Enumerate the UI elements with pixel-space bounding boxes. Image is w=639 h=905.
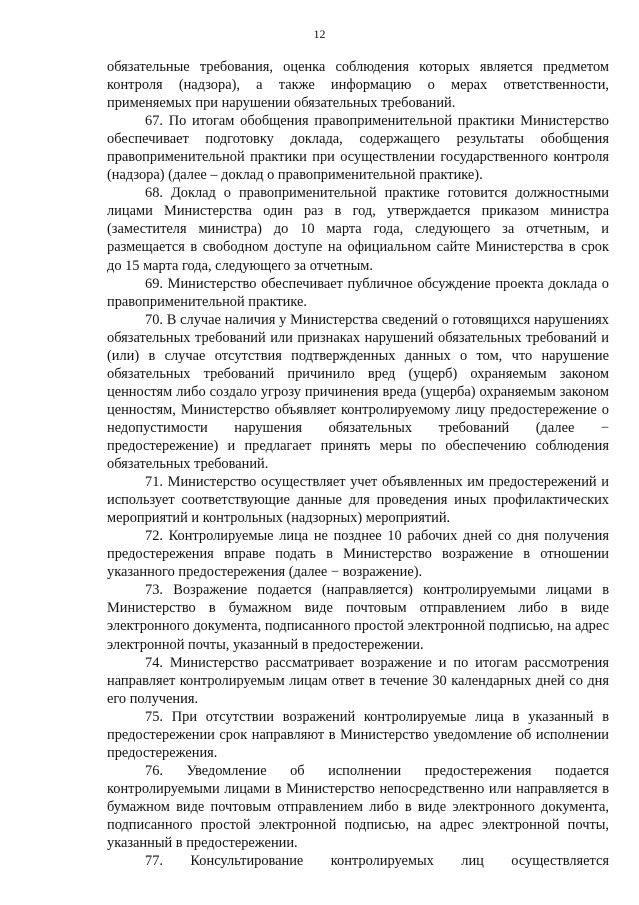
page-number: 12: [313, 27, 326, 41]
paragraph-77: 77. Консультирование контролируемых лиц осуществляется: [145, 853, 609, 870]
paragraph-76: 76. Уведомление об исполнении предостережения подается контролируемыми лицами в Министерство непосредственно или направляется в бумажном виде почтовым отправлением либо в виде электронного документа, подписанного простой электронной подписью, на адрес электронной почты, указанный в предостережении.: [107, 762, 609, 852]
paragraph-71: 71. Министерство осуществляет учет объявленных им предостережений и использует соответствующие данные для проведения иных профилактических мероприятий и контрольных (надзорных) мероприятий.: [107, 474, 609, 527]
paragraph-68: 68. Доклад о правоприменительной практике готовится должностными лицами Министерства один раз в год, утверждается приказом министра (заместителя министра) до 10 марта года, следующего за отчетным, и размещается в свободном доступе на официальном сайте Министерства в срок до 15 марта года, следующего за отчетным.: [107, 185, 609, 274]
paragraph-73: 73. Возражение подается (направляется) контролируемыми лицами в Министерство в бумажном виде почтовым отправлением либо в виде электронного документа, подписанного простой электронной подписью, на адрес электронной почты, указанный в предостережении.: [107, 582, 609, 653]
paragraph-74: 74. Министерство рассматривает возражение и по итогам рассмотрения направляет контролируемым лицам ответ в течение 30 календарных дней со дня его получения.: [107, 654, 609, 707]
document-body: [107, 58, 609, 870]
paragraph-72: 72. Контролируемые лица не позднее 10 рабочих дней со дня получения предостережения вправе подать в Министерство возражение в отношении указанного предостережения (далее − возражение).: [107, 528, 609, 581]
paragraph-75: 75. При отсутствии возражений контролируемые лица в указанный в предостережении срок направляют в Министерство уведомление об исполнении предостережения.: [107, 708, 609, 761]
paragraph-70: 70. В случае наличия у Министерства сведений о готовящихся нарушениях обязательных требований или признаках нарушений обязательных требований и (или) в случае отсутствия подтвержденных данных о том, что нарушение обязательных требований причинило вред (ущерб) охраняемым законом ценностям либо создало угрозу причинения вреда (ущерба) охраняемым законом ценностям, Министерство объявляет контролируемому лицу предостережение о недопустимости нарушения обязательных требований (далее − предостережение) и предлагает принять меры по обеспечению соблюдения обязательных требований.: [107, 311, 609, 473]
paragraph-67: 67. По итогам обобщения правоприменительной практики Министерство обеспечивает подготовку доклада, содержащего результаты обобщения правоприменительной практики при осуществлении государственного контроля (надзора) (далее – доклад о правоприменительной практике).: [107, 113, 609, 184]
paragraph-continued: обязательные требования, оценка соблюдения которых является предметом контроля (надзора), а также информацию о мерах ответственности, применяемых при нарушении обязательных требований.: [107, 59, 609, 112]
paragraph-69: 69. Министерство обеспечивает публичное обсуждение проекта доклада о правоприменительной практике.: [107, 275, 609, 310]
